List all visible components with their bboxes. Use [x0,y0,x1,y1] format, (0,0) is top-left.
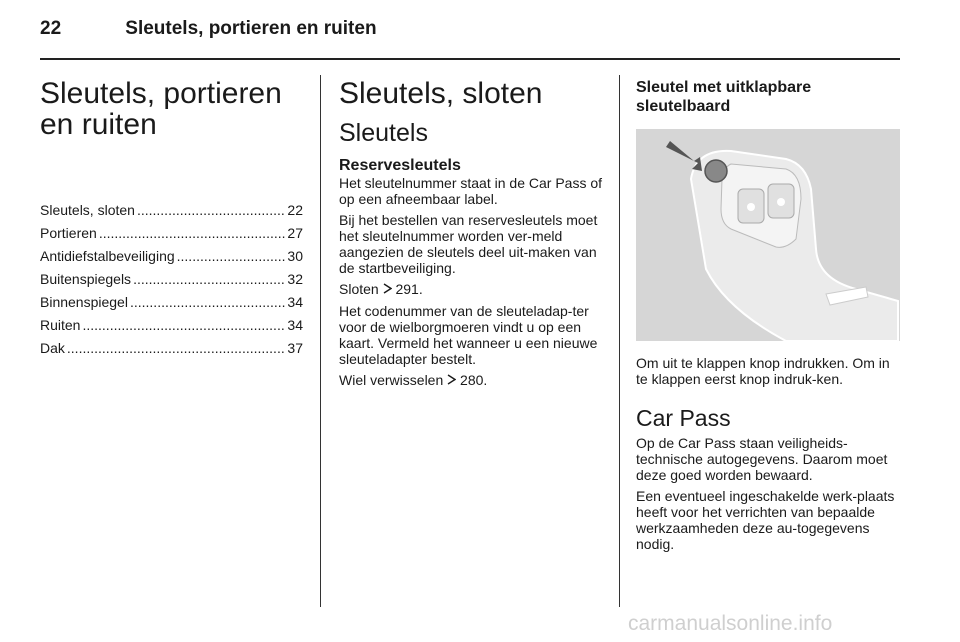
toc-entry-title: Dak [40,340,65,356]
toc-entry-title: Ruiten [40,317,81,333]
paragraph: Om uit te klappen knop indrukken. Om in te klappen eerst knop indruk-ken. [636,355,890,387]
paragraph: Bij het bestellen van reservesleutels moet het sleutelnummer worden ver-meld aangezien de sleutels deel uit-maken van de startbeveiliging. [339,212,598,276]
toc-leader [99,224,286,243]
toc-entry-title: Binnenspiegel [40,294,128,310]
toc-leader [82,316,285,335]
watermark: carmanualsonline.info [628,612,833,635]
header-rule [40,58,900,60]
toc-leader [67,339,286,358]
toc-entry-page: 22 [287,202,303,218]
toc-entry-title: Portieren [40,225,97,241]
table-of-contents [40,197,303,358]
paragraph-text: Wiel verwisselen [339,372,444,388]
column-divider [619,75,620,607]
toc-leader [133,270,285,289]
subsection-title: Sleutels [339,119,428,147]
page-ref[interactable]: 280. [460,372,488,388]
subsubsection-title: Reservesleutels [339,157,461,174]
subsection-title: Car Pass [636,405,731,431]
page-ref-arrow-icon [383,282,392,298]
toc-entry[interactable] [40,312,303,335]
page-ref[interactable]: 291. [395,281,423,297]
paragraph: Het codenummer van de sleuteladap-ter voor de wielborgmoeren vindt u op een kaart. Vermeld het wanneer u een nieuwe sleuteladapter bestelt. [339,303,598,367]
section-title: Sleutels, sloten [339,77,543,110]
page-ref-arrow-icon [447,373,456,389]
paragraph: Op de Car Pass staan veiligheids-technische autogegevens. Daarom moet deze goed worden bewaard. [636,435,888,483]
paragraph: Een eventueel ingeschakelde werk-plaats heeft voor het verrichten van bepaalde werkzaamheden deze au-togegevens nodig. [636,488,895,552]
paragraph [339,372,602,389]
keys-locks-column [339,78,602,394]
toc-entry[interactable] [40,197,303,220]
page-header [40,18,377,40]
toc-leader [137,201,285,220]
toc-entry-page: 30 [287,248,303,264]
toc-entry[interactable] [40,266,303,289]
chapter-title: Sleutels, portieren en ruiten [40,77,282,141]
toc-entry-page: 27 [287,225,303,241]
toc-leader [130,293,285,312]
toc-entry[interactable] [40,335,303,358]
toc-entry-page: 34 [287,294,303,310]
header-title: Sleutels, portieren en ruiten [125,18,377,39]
toc-entry-title: Sleutels, sloten [40,202,135,218]
key-illustration [636,129,900,341]
toc-entry-title: Buitenspiegels [40,271,132,287]
toc-entry[interactable] [40,220,303,243]
toc-column [40,78,303,358]
paragraph [339,281,602,298]
column-divider [320,75,321,607]
page-number: 22 [40,18,62,39]
paragraph: Het sleutelnummer staat in de Car Pass of op een afneembaar label. [339,175,603,207]
toc-entry-page: 34 [287,317,303,333]
toc-entry-page: 32 [287,271,303,287]
toc-entry-page: 37 [287,340,303,356]
foldable-key-column [636,78,900,557]
toc-entry[interactable] [40,243,303,266]
toc-entry-title: Antidiefstalbeveiliging [40,248,175,264]
toc-leader [177,247,286,266]
toc-entry[interactable] [40,289,303,312]
section-title: Sleutel met uitklapbare sleutelbaard [636,79,812,115]
paragraph-text: Sloten [339,281,379,297]
